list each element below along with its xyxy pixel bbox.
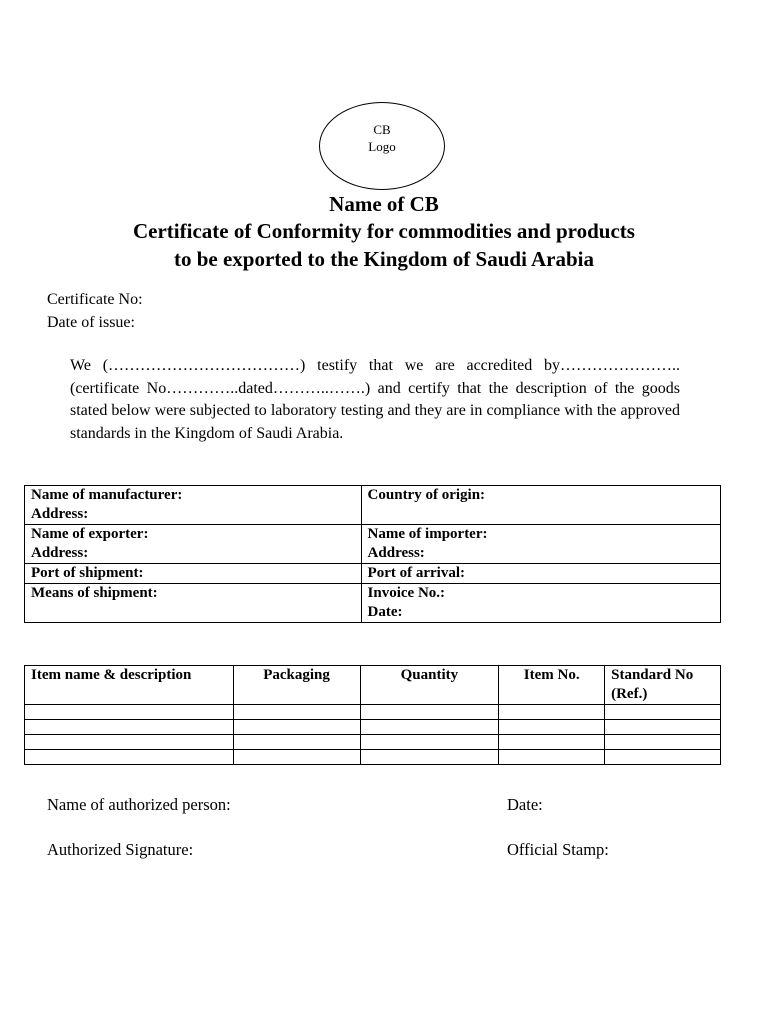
official-stamp-label: Official Stamp: — [507, 840, 609, 859]
table-row — [25, 525, 721, 564]
item-no-header: Item No. — [499, 666, 605, 705]
logo-line-1: CB — [373, 122, 391, 137]
packaging-header: Packaging — [233, 666, 360, 705]
country-of-origin-cell — [361, 486, 720, 525]
empty-cell — [605, 750, 721, 765]
empty-cell — [233, 720, 360, 735]
certificate-no-label: Certificate No: — [47, 291, 143, 308]
invoice-no-label: Invoice No.: — [367, 585, 446, 601]
empty-cell — [360, 705, 499, 720]
importer-label: Name of importer: — [367, 526, 488, 542]
empty-cell — [360, 750, 499, 765]
exporter-address-label: Address: — [31, 545, 89, 561]
table-row — [25, 486, 721, 525]
manufacturer-address-label: Address: — [31, 506, 89, 522]
date-of-issue-label: Date of issue: — [47, 314, 135, 331]
country-of-origin-label: Country of origin: — [367, 487, 486, 503]
certificate-title-line-1: Certificate of Conformity for commodities and products — [133, 219, 635, 243]
port-of-arrival-label: Port of arrival: — [367, 565, 466, 581]
empty-cell — [499, 720, 605, 735]
standard-no-header: Standard No (Ref.) — [605, 666, 721, 705]
logo-line-2: Logo — [368, 139, 396, 154]
port-of-arrival-cell — [361, 564, 720, 584]
importer-cell — [361, 525, 720, 564]
empty-cell — [605, 720, 721, 735]
port-of-shipment-label: Port of shipment: — [31, 565, 144, 581]
shipment-info-table — [24, 485, 721, 623]
exporter-cell — [25, 525, 362, 564]
empty-cell — [25, 750, 234, 765]
items-table — [24, 665, 721, 765]
table-row — [25, 735, 721, 750]
quantity-header: Quantity — [360, 666, 499, 705]
port-of-shipment-cell — [25, 564, 362, 584]
invoice-cell — [361, 584, 720, 623]
means-of-shipment-cell — [25, 584, 362, 623]
table-row — [25, 720, 721, 735]
empty-cell — [605, 705, 721, 720]
authorized-signature-label: Authorized Signature: — [47, 840, 194, 859]
cb-name: Name of CB — [329, 192, 439, 216]
authorized-person-label: Name of authorized person: — [47, 795, 231, 814]
means-of-shipment-label: Means of shipment: — [31, 585, 158, 601]
empty-cell — [499, 750, 605, 765]
document-header — [0, 191, 768, 273]
certificate-title-line-2: to be exported to the Kingdom of Saudi Arabia — [173, 247, 595, 271]
empty-cell — [499, 735, 605, 750]
manufacturer-label: Name of manufacturer: — [31, 487, 183, 503]
empty-cell — [233, 735, 360, 750]
empty-cell — [360, 720, 499, 735]
empty-cell — [25, 705, 234, 720]
testimony-paragraph: We (………………………………) testify that we are accredited by…………………..(certificate No…………..dated………..…….) and certify that the description of the goods stated below were subjected to laboratory testing and they are in compliance with the approved standards in the Kingdom of Saudi Arabia. — [70, 357, 680, 442]
certificate-title — [0, 217, 768, 273]
table-row — [25, 564, 721, 584]
importer-address-label: Address: — [367, 545, 425, 561]
empty-cell — [233, 750, 360, 765]
exporter-label: Name of exporter: — [31, 526, 149, 542]
signature-date-label: Date: — [507, 795, 543, 814]
empty-cell — [233, 705, 360, 720]
empty-cell — [605, 735, 721, 750]
invoice-date-label: Date: — [367, 604, 403, 620]
item-name-header: Item name & description — [25, 666, 234, 705]
items-table-header — [25, 666, 721, 705]
cb-logo-placeholder — [319, 102, 445, 190]
empty-cell — [499, 705, 605, 720]
empty-cell — [25, 720, 234, 735]
table-row — [25, 584, 721, 623]
table-row — [25, 705, 721, 720]
manufacturer-cell — [25, 486, 362, 525]
empty-cell — [360, 735, 499, 750]
empty-cell — [25, 735, 234, 750]
table-row — [25, 750, 721, 765]
